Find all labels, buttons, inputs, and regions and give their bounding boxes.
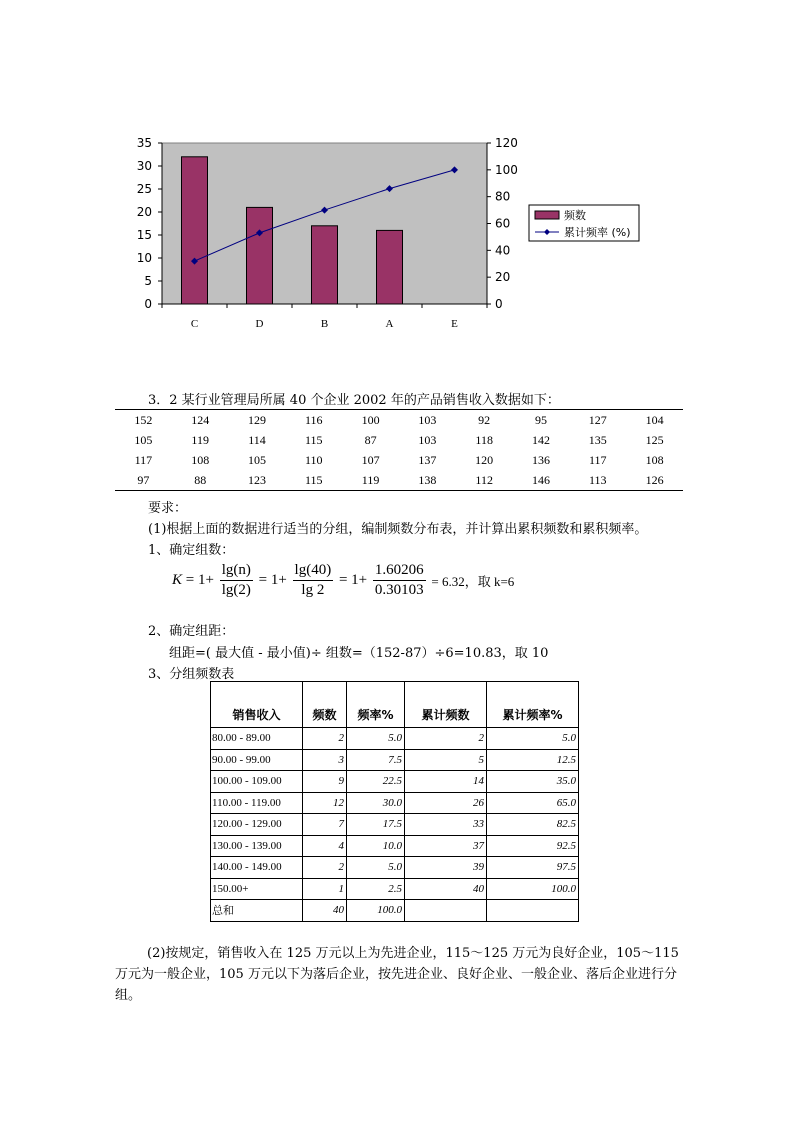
raw-data-cell: 119 bbox=[361, 472, 380, 487]
raw-data-cell: 124 bbox=[191, 412, 210, 427]
raw-data-cell: 87 bbox=[364, 432, 377, 447]
value-cell: 4 bbox=[303, 835, 347, 857]
value-cell: 97.5 bbox=[487, 857, 579, 879]
value-cell: 22.5 bbox=[347, 771, 405, 793]
raw-data-cell: 152 bbox=[134, 412, 153, 427]
raw-data-cell: 95 bbox=[534, 412, 547, 427]
raw-data-cell: 142 bbox=[531, 432, 550, 447]
value-cell: 12.5 bbox=[487, 749, 579, 771]
value-cell: 100.0 bbox=[487, 878, 579, 900]
x-axis-tick-label: C bbox=[190, 318, 199, 330]
raw-data-cell: 103 bbox=[418, 412, 437, 427]
range-cell: 80.00 - 89.00 bbox=[211, 728, 303, 750]
raw-data-cell: 137 bbox=[418, 452, 437, 467]
value-cell: 5.0 bbox=[347, 857, 405, 879]
value-cell: 26 bbox=[405, 792, 487, 814]
raw-data-cell: 105 bbox=[247, 452, 266, 467]
header-rate: 频率% bbox=[347, 682, 405, 728]
raw-data-cell: 123 bbox=[247, 472, 266, 487]
value-cell: 3 bbox=[303, 749, 347, 771]
frequency-table-row bbox=[211, 835, 579, 857]
raw-data-cell: 146 bbox=[531, 472, 550, 487]
fraction-3 bbox=[373, 562, 426, 599]
step-1-label: 1、确定组数： bbox=[148, 543, 235, 558]
raw-data-cell: 108 bbox=[191, 452, 210, 467]
raw-data-row bbox=[115, 430, 683, 450]
left-axis-tick-label: 30 bbox=[136, 159, 152, 173]
header-cum-rate: 累计频率% bbox=[487, 682, 579, 728]
legend-label-frequency: 频数 bbox=[564, 209, 586, 222]
right-axis-tick-label: 80 bbox=[495, 189, 511, 204]
value-cell: 2 bbox=[303, 728, 347, 750]
value-cell: 9 bbox=[303, 771, 347, 793]
frequency-table-row bbox=[211, 728, 579, 750]
raw-data-cell: 97 bbox=[137, 472, 150, 487]
header-cum-frequency: 累计频数 bbox=[405, 682, 487, 728]
raw-data-cell: 117 bbox=[588, 452, 607, 467]
raw-data-cell: 115 bbox=[305, 432, 323, 447]
raw-data-cell: 104 bbox=[645, 412, 664, 427]
value-cell: 14 bbox=[405, 771, 487, 793]
value-cell: 5.0 bbox=[347, 728, 405, 750]
pareto-chart bbox=[0, 0, 794, 345]
range-cell: 130.00 - 139.00 bbox=[211, 835, 303, 857]
raw-data-cell: 129 bbox=[247, 412, 266, 427]
legend-label-cumulative-rate: 累计频率 (%) bbox=[564, 226, 631, 239]
raw-data-cell: 114 bbox=[248, 432, 266, 447]
raw-data-cell: 100 bbox=[361, 412, 380, 427]
raw-data-cell: 116 bbox=[305, 412, 323, 427]
x-axis-tick-label: B bbox=[320, 318, 329, 330]
raw-data-cell: 135 bbox=[588, 432, 607, 447]
value-cell: 7 bbox=[303, 814, 347, 836]
value-cell: 10.0 bbox=[347, 835, 405, 857]
frequency-table-header bbox=[211, 682, 579, 728]
range-cell: 总和 bbox=[211, 900, 303, 922]
range-cell: 140.00 - 149.00 bbox=[211, 857, 303, 879]
formula-eq1: = 1+ bbox=[185, 572, 214, 588]
fraction-1-numerator: lg(n) bbox=[220, 562, 253, 581]
step-2-label: 2、确定组距： bbox=[148, 624, 235, 639]
x-axis-tick-label: E bbox=[451, 318, 458, 330]
formula-k: K bbox=[172, 572, 183, 588]
value-cell: 17.5 bbox=[347, 814, 405, 836]
bar-frequency bbox=[377, 230, 403, 304]
value-cell: 40 bbox=[405, 878, 487, 900]
value-cell: 39 bbox=[405, 857, 487, 879]
bar-frequency bbox=[182, 157, 208, 304]
fraction-1 bbox=[220, 562, 253, 599]
value-cell: 30.0 bbox=[347, 792, 405, 814]
value-cell bbox=[487, 900, 579, 922]
value-cell: 35.0 bbox=[487, 771, 579, 793]
value-cell: 2.5 bbox=[347, 878, 405, 900]
value-cell: 2 bbox=[405, 728, 487, 750]
step-2-detail: 组距=( 最大值 - 最小值)÷ 组数=（152-87）÷6=10.83，取 10 bbox=[169, 646, 549, 661]
fraction-3-numerator: 1.60206 bbox=[373, 562, 426, 581]
left-axis-tick-label: 0 bbox=[144, 297, 152, 311]
left-axis-tick-label: 10 bbox=[136, 251, 152, 265]
bar-frequency bbox=[312, 226, 338, 304]
left-axis-tick-label: 20 bbox=[136, 205, 152, 219]
header-frequency: 频数 bbox=[303, 682, 347, 728]
frequency-table-row bbox=[211, 857, 579, 879]
right-axis-tick-label: 20 bbox=[495, 270, 511, 285]
left-axis-tick-label: 25 bbox=[136, 182, 152, 196]
fraction-2-denominator: lg 2 bbox=[301, 582, 325, 598]
value-cell: 33 bbox=[405, 814, 487, 836]
value-cell: 12 bbox=[303, 792, 347, 814]
raw-data-cell: 108 bbox=[645, 452, 664, 467]
value-cell: 5.0 bbox=[487, 728, 579, 750]
raw-data-cell: 119 bbox=[191, 432, 209, 447]
raw-data-cell: 120 bbox=[475, 452, 494, 467]
frequency-table-row bbox=[211, 749, 579, 771]
value-cell: 92.5 bbox=[487, 835, 579, 857]
range-cell: 90.00 - 99.00 bbox=[211, 749, 303, 771]
frequency-table-row bbox=[211, 792, 579, 814]
raw-data-cell: 115 bbox=[305, 472, 323, 487]
value-cell: 5 bbox=[405, 749, 487, 771]
frequency-table-row bbox=[211, 878, 579, 900]
frequency-table-row bbox=[211, 771, 579, 793]
raw-data-cell: 125 bbox=[645, 432, 664, 447]
header-sales: 销售收入 bbox=[211, 682, 303, 728]
raw-data-cell: 103 bbox=[418, 432, 437, 447]
right-axis-tick-label: 120 bbox=[495, 136, 518, 150]
raw-data-cell: 136 bbox=[531, 452, 550, 467]
raw-data-row bbox=[115, 450, 683, 470]
value-cell bbox=[405, 900, 487, 922]
raw-data-cell: 105 bbox=[134, 432, 153, 447]
range-cell: 150.00+ bbox=[211, 878, 303, 900]
value-cell: 65.0 bbox=[487, 792, 579, 814]
raw-data-cell: 112 bbox=[475, 472, 493, 487]
value-cell: 82.5 bbox=[487, 814, 579, 836]
formula-eq3: = 1+ bbox=[338, 572, 368, 588]
raw-data-cell: 88 bbox=[194, 472, 207, 487]
raw-data-cell: 110 bbox=[305, 452, 323, 467]
group-count-formula bbox=[172, 562, 514, 608]
requirement-label: 要求： bbox=[148, 501, 188, 516]
raw-data-table bbox=[115, 409, 683, 491]
frequency-table-row bbox=[211, 814, 579, 836]
formula-eq2: = 1+ bbox=[258, 572, 287, 588]
range-cell: 100.00 - 109.00 bbox=[211, 771, 303, 793]
range-cell: 110.00 - 119.00 bbox=[211, 792, 303, 814]
left-axis-tick-label: 5 bbox=[144, 274, 152, 288]
fraction-2 bbox=[293, 562, 334, 599]
value-cell: 100.0 bbox=[347, 900, 405, 922]
right-axis-tick-label: 0 bbox=[495, 297, 503, 311]
fraction-1-denominator: lg(2) bbox=[221, 582, 251, 598]
raw-data-cell: 92 bbox=[478, 412, 491, 427]
formula-result: = 6.32，取 k=6 bbox=[431, 574, 515, 589]
raw-data-row bbox=[115, 410, 683, 431]
x-axis-tick-label: D bbox=[255, 318, 264, 330]
raw-data-cell: 117 bbox=[134, 452, 153, 467]
raw-data-cell: 126 bbox=[645, 472, 664, 487]
raw-data-cell: 138 bbox=[418, 472, 437, 487]
range-cell: 120.00 - 129.00 bbox=[211, 814, 303, 836]
right-axis-tick-label: 60 bbox=[495, 216, 511, 231]
left-axis-tick-label: 35 bbox=[136, 136, 152, 150]
right-axis-tick-label: 100 bbox=[495, 162, 518, 177]
question-1: (1)根据上面的数据进行适当的分组，编制频数分布表，并计算出累积频数和累积频率。 bbox=[148, 522, 648, 537]
legend-bar-swatch bbox=[535, 211, 559, 219]
value-cell: 7.5 bbox=[347, 749, 405, 771]
value-cell: 37 bbox=[405, 835, 487, 857]
left-axis-tick-label: 15 bbox=[136, 228, 152, 242]
raw-data-cell: 118 bbox=[475, 432, 493, 447]
value-cell: 2 bbox=[303, 857, 347, 879]
fraction-2-numerator: lg(40) bbox=[293, 562, 334, 581]
value-cell: 40 bbox=[303, 900, 347, 922]
section-heading: 3．2 某行业管理局所属 40 个企业 2002 年的产品销售收入数据如下： bbox=[148, 393, 560, 408]
frequency-table-row bbox=[211, 900, 579, 922]
raw-data-row bbox=[115, 470, 683, 491]
value-cell: 1 bbox=[303, 878, 347, 900]
raw-data-cell: 113 bbox=[588, 472, 607, 487]
x-axis-tick-label: A bbox=[385, 318, 394, 330]
question-2: (2)按规定，销售收入在 125 万元以上为先进企业，115～125 万元为良好企业，105～115 万元为一般企业，105 万元以下为落后企业，按先进企业、良好企业、一般企业、落后企业进行分组。 bbox=[115, 946, 679, 1003]
right-axis-tick-label: 40 bbox=[495, 243, 511, 258]
raw-data-cell: 107 bbox=[361, 452, 380, 467]
fraction-3-denominator: 0.30103 bbox=[374, 582, 424, 598]
raw-data-cell: 127 bbox=[588, 412, 607, 427]
step-3-label: 3、分组频数表 bbox=[148, 667, 235, 682]
bar-frequency bbox=[247, 207, 273, 304]
frequency-table bbox=[210, 681, 579, 922]
